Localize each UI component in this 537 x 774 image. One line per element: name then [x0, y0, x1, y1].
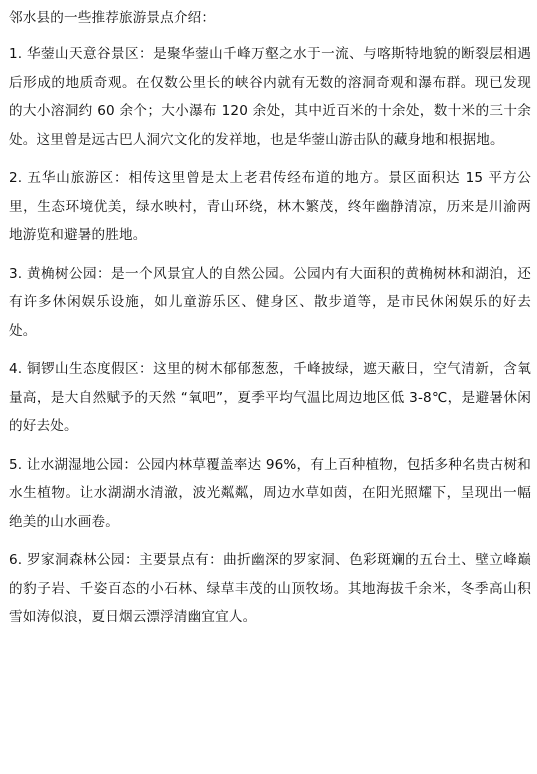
attraction-item-3: 3. 黄桷树公园：是一个风景宜人的自然公园。公园内有大面积的黄桷树林和湖泊，还有许多休闲娱乐设施，如儿童游乐区、健身区、散步道等，是市民休闲娱乐的好去处。: [9, 265, 531, 339]
attraction-item-2: 2. 五华山旅游区：相传这里曾是太上老君传经布道的地方。景区面积达 15 平方公里，生态环境优美，绿水映村，青山环绕，林木繁茂，终年幽静清凉，历来是川渝两地游览和避暑的胜地。: [9, 170, 531, 243]
attraction-item-4: 4. 铜锣山生态度假区：这里的树木郁郁葱葱，千峰披绿，遮天蔽日，空气清新，含氧量高，是大自然赋予的天然 “氧吧”，夏季平均气温比周边地区低 3-8℃，是避暑休闲的好去处。: [9, 361, 531, 434]
intro-heading: 邻水县的一些推荐旅游景点介绍：: [9, 10, 216, 26]
attraction-item-6: 6. 罗家洞森林公园：主要景点有：曲折幽深的罗家洞、色彩斑斓的五台土、壁立峰巅的豹子岩、千姿百态的小石林、绿草丰茂的山顶牧场。其地海拔千余米，冬季高山积雪如涛似浪，夏日烟云漂浮清幽宜宜人。: [9, 552, 531, 625]
attraction-item-1: 1. 华蓥山天意谷景区：是聚华蓥山千峰万壑之水于一流、与喀斯特地貌的断裂层相遇后形成的地质奇观。在仅数公里长的峡谷内就有无数的溶洞奇观和瀑布群。现已发现的大小溶洞约 60 余个；大小瀑布 120 余处，其中近百米的十余处，数十米的三十余处。这里曾是远古巴人洞穴文化的发祥地，也是华蓥山游击队的藏身地和根据地。: [9, 46, 531, 148]
document-body: [9, 8, 531, 632]
attraction-item-5: 5. 让水湖湿地公园：公园内林草覆盖率达 96%，有上百种植物，包括多种名贵古树和水生植物。让水湖湖水清澈，波光粼粼，周边水草如茵，在阳光照耀下，呈现出一幅绝美的山水画卷。: [9, 456, 531, 530]
